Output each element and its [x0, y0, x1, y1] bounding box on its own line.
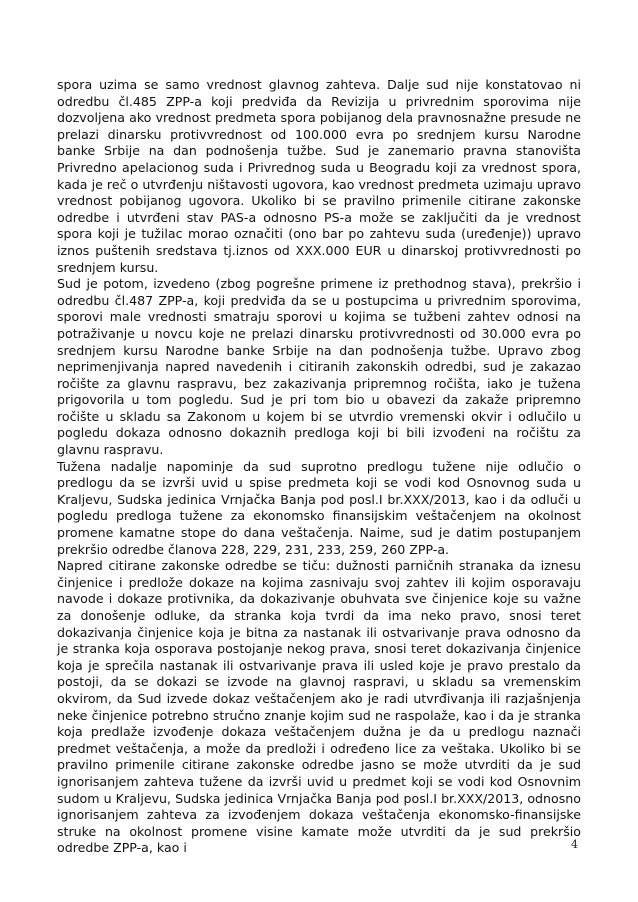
- paragraph-3: Tužena nadalje napominje da sud suprotno predlogu tužene nije odlučio o predlogu da se izvrši uvid u spise predmeta koji se vodi kod Osnovnog suda u Kraljevu, Sudska jedinica Vrnjačka Banja pod posl.I br.XXX/2013, kao i da odluči u pogledu predloga tužene za ekonomsko finansijskim veštačenjem na okolnost promene kamatne stope do dana veštačenja. Naime, sud je datim postupanjem prekršio odredbe članova 228, 229, 231, 233, 259, 260 ZPP-a.: [57, 458, 581, 557]
- page-number: 4: [571, 838, 578, 851]
- paragraph-4: Napred citirane zakonske odredbe se tiču: dužnosti parničnih stranaka da iznesu činjenice i predlože dokaze na kojima zasnivaju svoj zahtev ili kojim osporavaju navode i dokaze protivnika, da dokazivanje obuhvata sve činjenice koje su važne za donošenje odluke, da stranka koja tvrdi da ima neko pravo, snosi teret dokazivanja činjenice koja je bitna za nastanak ili ostvarivanje prava odnosno da je stranka koja osporava postojanje nekog prava, snosi teret dokazivanja činjenice koja je sprečila nastanak ili ostvarivanje prava ili usled koje je pravo prestalo da postoji, da se dokazi se izvode na glavnoj raspravi, u skladu sa vremenskim okvirom, da Sud izvede dokaz veštačenjem ako je radi utvrđivanja ili razjašnjenja neke činjenice potrebno stručno znanje kojim sud ne raspolaže, kao i da je stranka koja predlaže izvođenje dokaza veštačenjem dužna je da u predlogu naznači predmet veštačenja, a može da predloži i određeno lice za veštaka. Ukoliko bi se pravilno primenile citirane zakonske odredbe jasno se može utvrditi da je sud ignorisanjem zahteva tužene da izvrši uvid u predmet koji se vodi kod Osnovnim sudom u Kraljevu, Sudska jedinica Vrnjačka Banja pod posl.I br.XXX/2013, odnosno ignorisanjem zahteva za izvođenjem dokaza veštačenja ekonomsko-finansijske struke na okolnost promene visine kamate može utvrditi da je sud prekršio odredbe ZPP-a, kao i: [57, 558, 581, 856]
- paragraph-1: spora uzima se samo vrednost glavnog zahteva. Dalje sud nije konstatovao ni odredbu čl.485 ZPP-a koji predviđa da Revizija u privrednim sporovima nije dozvoljena ako vrednost predmeta spora pobijanog dela pravnosnažne presude ne prelazi dinarsku protivvrednost od 100.000 evra po srednjem kursu Narodne banke Srbije na dan podnošenja tužbe. Sud je zanemario pravna stanovišta Privredno apelacionog suda i Privrednog suda u Beogradu koji za vrednost spora, kada je reč o utvrđenju ništavosti ugovora, kao vrednost predmeta uzimaju upravo vrednost pobijanog ugovora. Ukoliko bi se pravilno primenile citirane zakonske odredbe i utvrđeni stav PAS-a odnosno PS-a može se zaključiti da je vrednost spora koji je tužilac morao označiti (ono bar po zahtevu suda (uređenje)) upravo iznos puštenih sredstava tj.iznos od XXX.000 EUR u dinarskoj protivvrednosti po srednjem kursu.: [57, 77, 581, 275]
- paragraph-2: Sud je potom, izvedeno (zbog pogrešne primene iz prethodnog stava), prekršio i odredbu čl.487 ZPP-a, koji predviđa da se u postupcima u privrednim sporovima, sporovi male vrednosti smatraju sporovi u kojima se tužbeni zahtev odnosi na potraživanje u novcu koje ne prelazi dinarsku protivvrednosti od 30.000 evra po srednjem kursu Narodne banke Srbije na dan podnošenja tužbe. Upravo zbog neprimenjivanja napred navedenih i citiranih zakonskih odredbi, sud je zakazao ročište za glavnu raspravu, bez zakazivanja pripremnog ročišta, iako je tužena prigovorila u tom pogledu. Sud je pri tom bio u obavezi da zakaže pripremno ročište u skladu sa Zakonom u kojem bi se utvrdio vremenski okvir i odlučilo u pogledu dokaza odnosno dokaznih predloga koji bi bili izvođeni na ročištu za glavnu raspravu.: [57, 276, 581, 458]
- body-text: [57, 77, 581, 857]
